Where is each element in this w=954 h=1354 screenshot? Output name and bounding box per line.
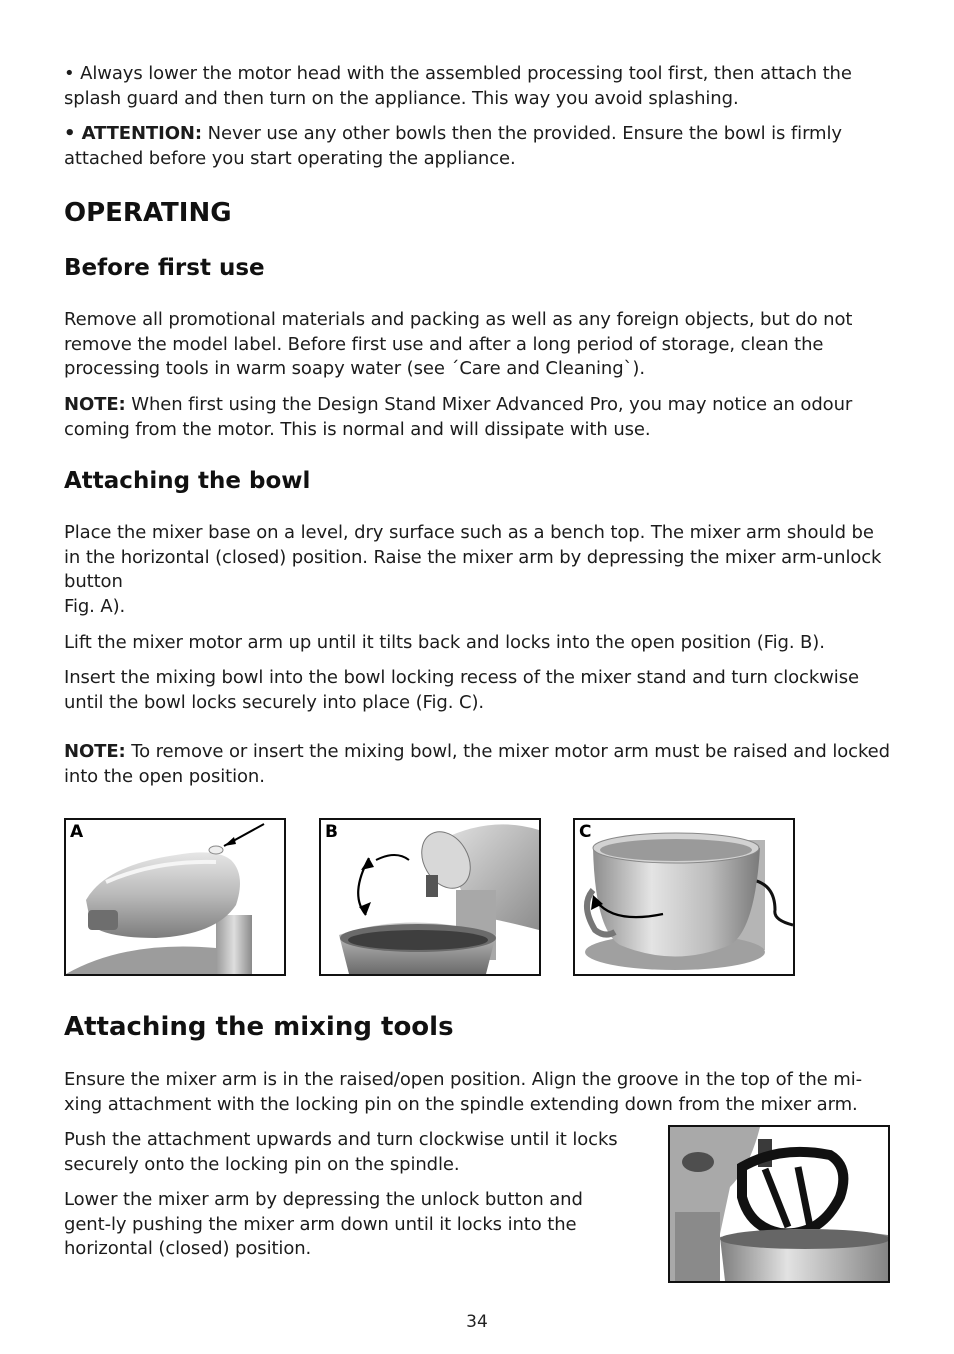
- beater-attachment-photo: [668, 1125, 890, 1283]
- attention-text: Never use any other bowls then the provided. Ensure the bowl is firmly attached before you start operating the appliance.: [64, 123, 842, 169]
- note-text: When first using the Design Stand Mixer Advanced Pro, you may notice an odour coming from the motor. This is normal and will dissipate with use.: [64, 394, 853, 440]
- paragraph-place-mixer: [64, 521, 892, 619]
- paragraph-align-groove: Ensure the mixer arm is in the raised/open position. Align the groove in the top of the mi-xing attachment with the locking pin on the spindle extending down from the mixer arm.: [64, 1069, 862, 1115]
- fig-a-reference: Fig. A).: [64, 595, 126, 617]
- mixer-arm-raised-illustration: [321, 820, 539, 974]
- mixer-head-illustration: [66, 820, 284, 974]
- beater-illustration: [670, 1127, 888, 1281]
- place-mixer-text: Place the mixer base on a level, dry surface such as a bench top. The mixer arm should be in the horizontal (closed) position. Raise the mixer arm by depressing the mixer arm-unlock button: [64, 522, 882, 592]
- paragraph-insert-bowl: Insert the mixing bowl into the bowl locking recess of the mixer stand and turn clockwise until the bowl locks securely into place (Fig. C).: [64, 667, 859, 713]
- figure-a: [64, 818, 286, 976]
- paragraph-lower-arm: Lower the mixer arm by depressing the unlock button and gent-ly pushing the mixer arm down until it locks into the horizontal (closed) position.: [64, 1189, 583, 1259]
- figure-label: B: [325, 822, 338, 842]
- paragraph-lower-motor-head: • Always lower the motor head with the assembled processing tool first, then attach the splash guard and then turn on the appliance. This way you avoid splashing.: [64, 63, 852, 109]
- paragraph-push-attachment: Push the attachment upwards and turn clockwise until it locks securely onto the locking pin on the spindle.: [64, 1129, 618, 1175]
- paragraph-before-first-use: Remove all promotional materials and packing as well as any foreign objects, but do not remove the model label. Before first use and after a long period of storage, clean the processing tools in warm soapy water (see ´Care and Cleaning`).: [64, 309, 853, 379]
- note-label: NOTE:: [64, 741, 126, 762]
- paragraph-lift-arm: Lift the mixer motor arm up until it tilts back and locks into the open position (Fig. B).: [64, 632, 825, 653]
- figure-label: A: [70, 822, 84, 842]
- heading-operating: OPERATING: [64, 198, 232, 228]
- heading-attaching-tools: Attaching the mixing tools: [64, 1012, 454, 1042]
- figure-b: [319, 818, 541, 976]
- note-text: To remove or insert the mixing bowl, the mixer motor arm must be raised and locked into the open position.: [64, 741, 890, 787]
- heading-before-first-use: Before first use: [64, 255, 265, 281]
- attention-label: • ATTENTION:: [64, 123, 202, 144]
- note-odour: [64, 393, 892, 442]
- paragraph-attention: [64, 122, 892, 171]
- note-remove-bowl: [64, 740, 892, 789]
- page-number: 34: [466, 1312, 488, 1332]
- heading-attaching-bowl: Attaching the bowl: [64, 468, 311, 494]
- figure-label: C: [579, 822, 592, 842]
- note-label: NOTE:: [64, 394, 126, 415]
- figure-c: [573, 818, 795, 976]
- mixing-bowl-illustration: [575, 820, 793, 974]
